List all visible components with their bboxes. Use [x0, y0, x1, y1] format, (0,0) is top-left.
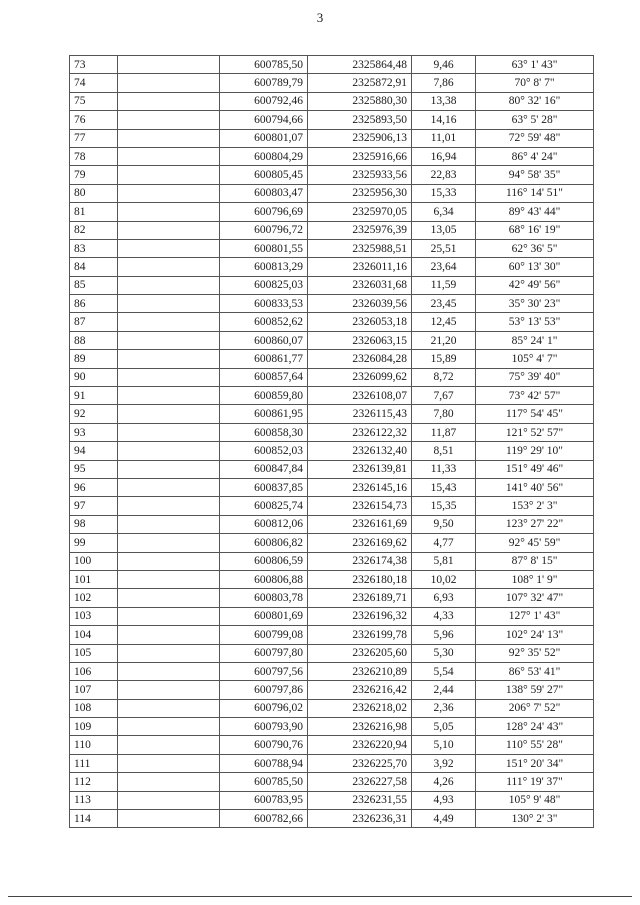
table-row: [70, 626, 594, 644]
table-row: [70, 589, 594, 607]
direction-angle-cell: 116° 14' 51": [476, 184, 594, 202]
point-name-cell: [118, 589, 220, 607]
x-coordinate-cell: 600797,56: [220, 662, 308, 680]
direction-angle-cell: 130° 2' 3": [476, 810, 594, 828]
x-coordinate-cell: 600803,78: [220, 589, 308, 607]
point-name-cell: [118, 147, 220, 165]
distance-cell: 7,67: [412, 387, 476, 405]
point-number-cell: 101: [70, 570, 118, 588]
direction-angle-cell: 108° 1' 9": [476, 570, 594, 588]
y-coordinate-cell: 2326227,58: [308, 773, 412, 791]
distance-cell: 9,46: [412, 56, 476, 74]
table-row: [70, 56, 594, 74]
point-number-cell: 98: [70, 515, 118, 533]
point-name-cell: [118, 276, 220, 294]
distance-cell: 8,72: [412, 368, 476, 386]
direction-angle-cell: 92° 35' 52": [476, 644, 594, 662]
distance-cell: 7,86: [412, 74, 476, 92]
y-coordinate-cell: 2326180,18: [308, 570, 412, 588]
x-coordinate-cell: 600860,07: [220, 331, 308, 349]
y-coordinate-cell: 2326205,60: [308, 644, 412, 662]
point-name-cell: [118, 331, 220, 349]
x-coordinate-cell: 600803,47: [220, 184, 308, 202]
distance-cell: 2,36: [412, 699, 476, 717]
table-row: [70, 718, 594, 736]
table-row: [70, 607, 594, 625]
x-coordinate-cell: 600804,29: [220, 147, 308, 165]
point-name-cell: [118, 258, 220, 276]
table-row: [70, 331, 594, 349]
point-number-cell: 97: [70, 497, 118, 515]
y-coordinate-cell: 2326084,28: [308, 350, 412, 368]
point-number-cell: 112: [70, 773, 118, 791]
table-row: [70, 497, 594, 515]
direction-angle-cell: 86° 4' 24": [476, 147, 594, 165]
x-coordinate-cell: 600782,66: [220, 810, 308, 828]
x-coordinate-cell: 600825,74: [220, 497, 308, 515]
point-number-cell: 95: [70, 460, 118, 478]
point-name-cell: [118, 129, 220, 147]
table-row: [70, 147, 594, 165]
point-number-cell: 81: [70, 203, 118, 221]
distance-cell: 21,20: [412, 331, 476, 349]
distance-cell: 5,81: [412, 552, 476, 570]
distance-cell: 7,80: [412, 405, 476, 423]
direction-angle-cell: 141° 40' 56": [476, 478, 594, 496]
x-coordinate-cell: 600801,69: [220, 607, 308, 625]
y-coordinate-cell: 2326189,71: [308, 589, 412, 607]
y-coordinate-cell: 2325906,13: [308, 129, 412, 147]
point-number-cell: 106: [70, 662, 118, 680]
point-name-cell: [118, 626, 220, 644]
x-coordinate-cell: 600785,50: [220, 56, 308, 74]
x-coordinate-cell: 600794,66: [220, 111, 308, 129]
point-number-cell: 87: [70, 313, 118, 331]
footer-rule: [8, 896, 632, 897]
x-coordinate-cell: 600806,88: [220, 570, 308, 588]
direction-angle-cell: 138° 59' 27": [476, 681, 594, 699]
point-name-cell: [118, 497, 220, 515]
point-number-cell: 114: [70, 810, 118, 828]
point-name-cell: [118, 662, 220, 680]
y-coordinate-cell: 2325956,30: [308, 184, 412, 202]
direction-angle-cell: 119° 29' 10": [476, 442, 594, 460]
table-row: [70, 405, 594, 423]
direction-angle-cell: 102° 24' 13": [476, 626, 594, 644]
distance-cell: 4,33: [412, 607, 476, 625]
direction-angle-cell: 87° 8' 15": [476, 552, 594, 570]
x-coordinate-cell: 600861,77: [220, 350, 308, 368]
point-number-cell: 94: [70, 442, 118, 460]
x-coordinate-cell: 600793,90: [220, 718, 308, 736]
y-coordinate-cell: 2326236,31: [308, 810, 412, 828]
x-coordinate-cell: 600858,30: [220, 423, 308, 441]
table-row: [70, 570, 594, 588]
y-coordinate-cell: 2326169,62: [308, 534, 412, 552]
table-row: [70, 460, 594, 478]
y-coordinate-cell: 2326218,02: [308, 699, 412, 717]
y-coordinate-cell: 2325872,91: [308, 74, 412, 92]
table-row: [70, 313, 594, 331]
point-number-cell: 80: [70, 184, 118, 202]
distance-cell: 16,94: [412, 147, 476, 165]
y-coordinate-cell: 2326063,15: [308, 331, 412, 349]
table-row: [70, 166, 594, 184]
table-row: [70, 387, 594, 405]
point-name-cell: [118, 460, 220, 478]
table-row: [70, 111, 594, 129]
point-name-cell: [118, 313, 220, 331]
point-name-cell: [118, 74, 220, 92]
distance-cell: 11,87: [412, 423, 476, 441]
table-row: [70, 534, 594, 552]
distance-cell: 4,26: [412, 773, 476, 791]
point-name-cell: [118, 442, 220, 460]
point-number-cell: 103: [70, 607, 118, 625]
direction-angle-cell: 80° 32' 16": [476, 92, 594, 110]
table-row: [70, 478, 594, 496]
table-row: [70, 239, 594, 257]
x-coordinate-cell: 600797,80: [220, 644, 308, 662]
distance-cell: 6,93: [412, 589, 476, 607]
distance-cell: 23,45: [412, 295, 476, 313]
distance-cell: 13,05: [412, 221, 476, 239]
x-coordinate-cell: 600833,53: [220, 295, 308, 313]
distance-cell: 15,89: [412, 350, 476, 368]
table-row: [70, 699, 594, 717]
point-name-cell: [118, 423, 220, 441]
direction-angle-cell: 63° 1' 43": [476, 56, 594, 74]
point-name-cell: [118, 718, 220, 736]
point-number-cell: 77: [70, 129, 118, 147]
point-name-cell: [118, 810, 220, 828]
point-name-cell: [118, 534, 220, 552]
direction-angle-cell: 110° 55' 28": [476, 736, 594, 754]
direction-angle-cell: 105° 4' 7": [476, 350, 594, 368]
distance-cell: 11,59: [412, 276, 476, 294]
point-name-cell: [118, 515, 220, 533]
point-name-cell: [118, 92, 220, 110]
point-name-cell: [118, 681, 220, 699]
y-coordinate-cell: 2326199,78: [308, 626, 412, 644]
distance-cell: 5,05: [412, 718, 476, 736]
point-number-cell: 108: [70, 699, 118, 717]
direction-angle-cell: 151° 20' 34": [476, 754, 594, 772]
distance-cell: 4,77: [412, 534, 476, 552]
table-row: [70, 129, 594, 147]
point-name-cell: [118, 184, 220, 202]
x-coordinate-cell: 600859,80: [220, 387, 308, 405]
point-number-cell: 104: [70, 626, 118, 644]
page-number: 3: [316, 10, 324, 25]
point-number-cell: 110: [70, 736, 118, 754]
y-coordinate-cell: 2326099,62: [308, 368, 412, 386]
distance-cell: 11,01: [412, 129, 476, 147]
table-row: [70, 258, 594, 276]
coordinates-table-body: [70, 56, 594, 828]
direction-angle-cell: 128° 24' 43": [476, 718, 594, 736]
point-number-cell: 82: [70, 221, 118, 239]
distance-cell: 5,54: [412, 662, 476, 680]
table-row: [70, 350, 594, 368]
distance-cell: 4,93: [412, 791, 476, 809]
point-number-cell: 85: [70, 276, 118, 294]
point-name-cell: [118, 699, 220, 717]
y-coordinate-cell: 2325893,50: [308, 111, 412, 129]
y-coordinate-cell: 2326220,94: [308, 736, 412, 754]
direction-angle-cell: 94° 58' 35": [476, 166, 594, 184]
distance-cell: 15,43: [412, 478, 476, 496]
direction-angle-cell: 62° 36' 5": [476, 239, 594, 257]
distance-cell: 12,45: [412, 313, 476, 331]
y-coordinate-cell: 2326210,89: [308, 662, 412, 680]
point-number-cell: 89: [70, 350, 118, 368]
direction-angle-cell: 53° 13' 53": [476, 313, 594, 331]
y-coordinate-cell: 2326011,16: [308, 258, 412, 276]
point-name-cell: [118, 773, 220, 791]
point-name-cell: [118, 387, 220, 405]
x-coordinate-cell: 600790,76: [220, 736, 308, 754]
point-number-cell: 109: [70, 718, 118, 736]
y-coordinate-cell: 2326145,16: [308, 478, 412, 496]
y-coordinate-cell: 2325988,51: [308, 239, 412, 257]
distance-cell: 25,51: [412, 239, 476, 257]
point-name-cell: [118, 644, 220, 662]
x-coordinate-cell: 600806,82: [220, 534, 308, 552]
x-coordinate-cell: 600852,03: [220, 442, 308, 460]
direction-angle-cell: 107° 32' 47": [476, 589, 594, 607]
point-number-cell: 93: [70, 423, 118, 441]
point-name-cell: [118, 607, 220, 625]
x-coordinate-cell: 600847,84: [220, 460, 308, 478]
direction-angle-cell: 70° 8' 7": [476, 74, 594, 92]
direction-angle-cell: 127° 1' 43": [476, 607, 594, 625]
direction-angle-cell: 72° 59' 48": [476, 129, 594, 147]
distance-cell: 6,34: [412, 203, 476, 221]
table-row: [70, 681, 594, 699]
point-number-cell: 79: [70, 166, 118, 184]
point-number-cell: 105: [70, 644, 118, 662]
point-name-cell: [118, 368, 220, 386]
x-coordinate-cell: 600805,45: [220, 166, 308, 184]
y-coordinate-cell: 2326108,07: [308, 387, 412, 405]
distance-cell: 14,16: [412, 111, 476, 129]
distance-cell: 13,38: [412, 92, 476, 110]
point-name-cell: [118, 754, 220, 772]
y-coordinate-cell: 2325880,30: [308, 92, 412, 110]
point-number-cell: 113: [70, 791, 118, 809]
point-number-cell: 88: [70, 331, 118, 349]
direction-angle-cell: 89° 43' 44": [476, 203, 594, 221]
y-coordinate-cell: 2325933,56: [308, 166, 412, 184]
y-coordinate-cell: 2326216,42: [308, 681, 412, 699]
direction-angle-cell: 35° 30' 23": [476, 295, 594, 313]
point-number-cell: 78: [70, 147, 118, 165]
x-coordinate-cell: 600801,55: [220, 239, 308, 257]
x-coordinate-cell: 600783,95: [220, 791, 308, 809]
point-number-cell: 76: [70, 111, 118, 129]
point-name-cell: [118, 221, 220, 239]
table-row: [70, 221, 594, 239]
point-number-cell: 100: [70, 552, 118, 570]
distance-cell: 15,33: [412, 184, 476, 202]
coordinates-table: [69, 55, 594, 828]
direction-angle-cell: 86° 53' 41": [476, 662, 594, 680]
point-name-cell: [118, 166, 220, 184]
table-row: [70, 276, 594, 294]
table-row: [70, 295, 594, 313]
direction-angle-cell: 68° 16' 19": [476, 221, 594, 239]
distance-cell: 2,44: [412, 681, 476, 699]
x-coordinate-cell: 600788,94: [220, 754, 308, 772]
x-coordinate-cell: 600812,06: [220, 515, 308, 533]
point-number-cell: 102: [70, 589, 118, 607]
x-coordinate-cell: 600785,50: [220, 773, 308, 791]
distance-cell: 22,83: [412, 166, 476, 184]
direction-angle-cell: 75° 39' 40": [476, 368, 594, 386]
y-coordinate-cell: 2326132,40: [308, 442, 412, 460]
point-number-cell: 99: [70, 534, 118, 552]
y-coordinate-cell: 2326154,73: [308, 497, 412, 515]
table-row: [70, 644, 594, 662]
direction-angle-cell: 60° 13' 30": [476, 258, 594, 276]
y-coordinate-cell: 2326031,68: [308, 276, 412, 294]
table-row: [70, 442, 594, 460]
point-name-cell: [118, 203, 220, 221]
distance-cell: 11,33: [412, 460, 476, 478]
direction-angle-cell: 42° 49' 56": [476, 276, 594, 294]
direction-angle-cell: 123° 27' 22": [476, 515, 594, 533]
distance-cell: 9,50: [412, 515, 476, 533]
table-row: [70, 92, 594, 110]
table-row: [70, 552, 594, 570]
table-row: [70, 736, 594, 754]
point-name-cell: [118, 552, 220, 570]
y-coordinate-cell: 2326196,32: [308, 607, 412, 625]
distance-cell: 23,64: [412, 258, 476, 276]
x-coordinate-cell: 600837,85: [220, 478, 308, 496]
distance-cell: 8,51: [412, 442, 476, 460]
direction-angle-cell: 153° 2' 3": [476, 497, 594, 515]
direction-angle-cell: 85° 24' 1": [476, 331, 594, 349]
direction-angle-cell: 92° 45' 59": [476, 534, 594, 552]
y-coordinate-cell: 2326174,38: [308, 552, 412, 570]
point-number-cell: 86: [70, 295, 118, 313]
table-row: [70, 203, 594, 221]
y-coordinate-cell: 2326161,69: [308, 515, 412, 533]
direction-angle-cell: 121° 52' 57": [476, 423, 594, 441]
y-coordinate-cell: 2326231,55: [308, 791, 412, 809]
distance-cell: 5,30: [412, 644, 476, 662]
x-coordinate-cell: 600789,79: [220, 74, 308, 92]
point-name-cell: [118, 56, 220, 74]
distance-cell: 5,10: [412, 736, 476, 754]
point-number-cell: 96: [70, 478, 118, 496]
direction-angle-cell: 73° 42' 57": [476, 387, 594, 405]
x-coordinate-cell: 600852,62: [220, 313, 308, 331]
point-number-cell: 84: [70, 258, 118, 276]
point-number-cell: 91: [70, 387, 118, 405]
distance-cell: 15,35: [412, 497, 476, 515]
x-coordinate-cell: 600796,72: [220, 221, 308, 239]
y-coordinate-cell: 2326053,18: [308, 313, 412, 331]
point-name-cell: [118, 405, 220, 423]
point-name-cell: [118, 239, 220, 257]
x-coordinate-cell: 600813,29: [220, 258, 308, 276]
point-name-cell: [118, 478, 220, 496]
point-number-cell: 111: [70, 754, 118, 772]
y-coordinate-cell: 2325916,66: [308, 147, 412, 165]
direction-angle-cell: 151° 49' 46": [476, 460, 594, 478]
point-name-cell: [118, 570, 220, 588]
point-name-cell: [118, 350, 220, 368]
point-number-cell: 74: [70, 74, 118, 92]
table-row: [70, 74, 594, 92]
x-coordinate-cell: 600801,07: [220, 129, 308, 147]
point-name-cell: [118, 736, 220, 754]
table-row: [70, 368, 594, 386]
point-number-cell: 90: [70, 368, 118, 386]
x-coordinate-cell: 600796,02: [220, 699, 308, 717]
table-row: [70, 515, 594, 533]
point-name-cell: [118, 791, 220, 809]
distance-cell: 4,49: [412, 810, 476, 828]
direction-angle-cell: 105° 9' 48": [476, 791, 594, 809]
point-number-cell: 75: [70, 92, 118, 110]
distance-cell: 10,02: [412, 570, 476, 588]
x-coordinate-cell: 600825,03: [220, 276, 308, 294]
y-coordinate-cell: 2325970,05: [308, 203, 412, 221]
direction-angle-cell: 63° 5' 28": [476, 111, 594, 129]
y-coordinate-cell: 2325864,48: [308, 56, 412, 74]
table-row: [70, 810, 594, 828]
x-coordinate-cell: 600796,69: [220, 203, 308, 221]
y-coordinate-cell: 2326115,43: [308, 405, 412, 423]
point-number-cell: 83: [70, 239, 118, 257]
table-row: [70, 662, 594, 680]
x-coordinate-cell: 600797,86: [220, 681, 308, 699]
table-row: [70, 184, 594, 202]
y-coordinate-cell: 2326139,81: [308, 460, 412, 478]
direction-angle-cell: 117° 54' 45": [476, 405, 594, 423]
table-row: [70, 423, 594, 441]
point-number-cell: 92: [70, 405, 118, 423]
y-coordinate-cell: 2326216,98: [308, 718, 412, 736]
point-number-cell: 73: [70, 56, 118, 74]
point-number-cell: 107: [70, 681, 118, 699]
distance-cell: 3,92: [412, 754, 476, 772]
x-coordinate-cell: 600806,59: [220, 552, 308, 570]
y-coordinate-cell: 2325976,39: [308, 221, 412, 239]
point-name-cell: [118, 111, 220, 129]
direction-angle-cell: 111° 19' 37": [476, 773, 594, 791]
direction-angle-cell: 206° 7' 52": [476, 699, 594, 717]
x-coordinate-cell: 600792,46: [220, 92, 308, 110]
x-coordinate-cell: 600861,95: [220, 405, 308, 423]
x-coordinate-cell: 600799,08: [220, 626, 308, 644]
y-coordinate-cell: 2326039,56: [308, 295, 412, 313]
table-row: [70, 791, 594, 809]
point-name-cell: [118, 295, 220, 313]
y-coordinate-cell: 2326122,32: [308, 423, 412, 441]
y-coordinate-cell: 2326225,70: [308, 754, 412, 772]
table-row: [70, 754, 594, 772]
table-row: [70, 773, 594, 791]
distance-cell: 5,96: [412, 626, 476, 644]
x-coordinate-cell: 600857,64: [220, 368, 308, 386]
